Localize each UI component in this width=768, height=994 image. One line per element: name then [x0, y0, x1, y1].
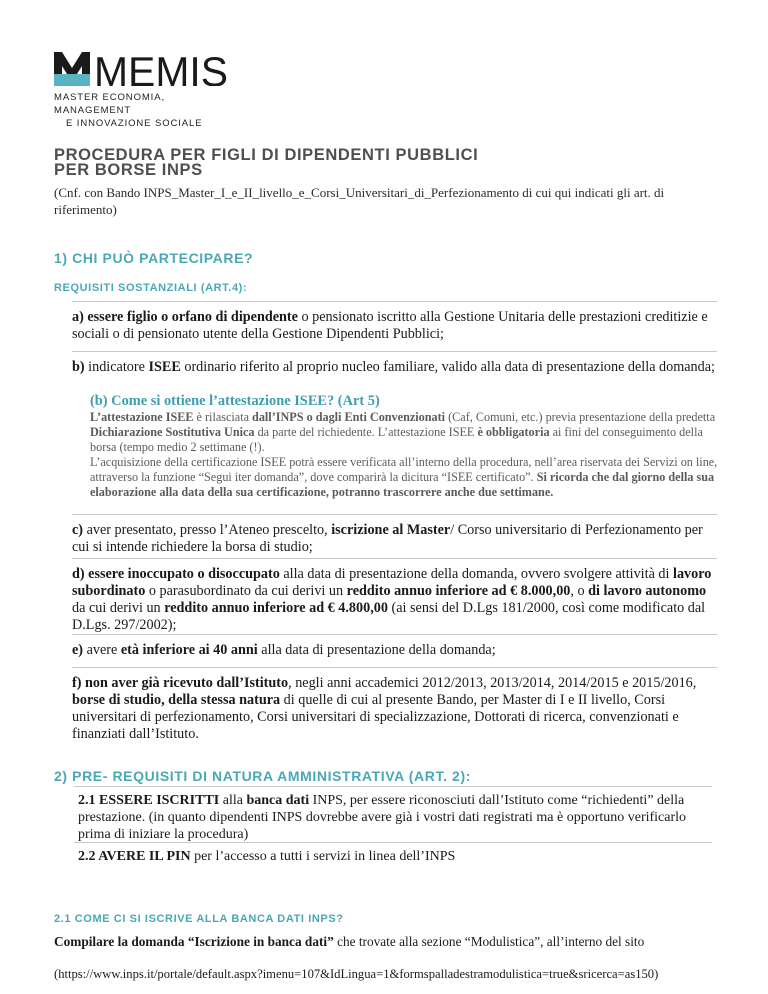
prereq-2-1-text: alla — [219, 793, 247, 808]
isee-span-3: da parte del richiedente. L’attestazione ISEE — [254, 425, 478, 439]
req-d-bold-2: lavoro subordinato — [72, 566, 712, 599]
req-d-text-2: o parasubordinato da cui derivi un — [145, 583, 347, 599]
requirement-a — [72, 309, 717, 343]
page-subtitle: (Cnf. con Bando INPS_Master_I_e_II_livello_e_Corsi_Universitari_di_Perfezionamento di cui qui indicati gli art. di riferimento) — [54, 185, 665, 217]
requirement-d — [72, 566, 717, 634]
req-f-bold-2: borse di studio, della stessa natura — [72, 692, 281, 708]
section-2-1-text — [54, 933, 744, 950]
req-a-text: o pensionato iscritto alla Gestione Unitaria delle prestazioni creditizie e sociali o di pensionato utente della Gestione Dipendenti Pubblici; — [72, 309, 708, 342]
isee-span-5: L’acquisizione della certificazione ISEE potrà essere verificata all’interno della procedura, nell’area riservata dei Servizi on line, attraverso la funzione “Segui iter domanda”, dove comparirà la dicitura “ISEE certificato”. — [90, 455, 718, 484]
logo-tagline-2: E INNOVAZIONE SOCIALE — [66, 118, 203, 129]
requirement-c — [72, 522, 717, 556]
requirement-e — [72, 642, 717, 659]
req-d-bold-3: reddito annuo inferiore ad € 8.000,00 — [346, 583, 571, 599]
page-title-line-1: PROCEDURA PER FIGLI DI DIPENDENTI PUBBLICI — [54, 146, 479, 164]
isee-text-2 — [90, 455, 720, 500]
section-2-1-bold: Compilare la domanda “Iscrizione in banca dati” — [54, 934, 334, 949]
req-a-bold: a) essere figlio o orfano di dipendente — [72, 309, 298, 325]
divider — [72, 634, 717, 635]
req-d-text-1: alla data di presentazione della domanda, ovvero svolgere attività di — [279, 566, 673, 582]
page-title-line-2: PER BORSE INPS — [54, 161, 203, 179]
isee-bold-4: è obbligatoria — [477, 425, 550, 439]
req-f-text-2: di quelle di cui al presente Bando, per Master di I e II livello, Corsi universitari di perfezionamento, Corsi universitari di specializzazione, Dottorati di ricerca, convenzionati e finanziati dall’Istituto. — [72, 692, 679, 742]
memis-logo-wordmark — [54, 52, 230, 86]
prereq-2-1 — [78, 792, 708, 843]
divider — [74, 842, 712, 843]
section-2-1-heading: 2.1 COME CI SI ISCRIVE ALLA BANCA DATI INPS? — [54, 913, 344, 925]
req-e-label: e) — [72, 642, 84, 658]
section-1-subheading: REQUISITI SOSTANZIALI (ART.4): — [54, 282, 248, 294]
isee-bold-2: dall’INPS o dagli Enti Convenzionati — [252, 410, 446, 424]
req-f-bold-1: f) non aver già ricevuto dall’Istituto — [72, 675, 289, 691]
prereq-2-1-text-2: INPS, per essere riconosciuti dall’Istituto come “richiedenti” della prestazione. (in quanto dipendenti INPS dovrebbe avere già i vostri dati registrati ma è opportuno verificarlo prima di iniziare la procedura) — [78, 793, 687, 842]
isee-bold-5: Si ricorda che dal giorno della sua elaborazione alla data della sua certificazione, potranno trascorrere anche due settimane. — [90, 470, 715, 499]
req-d-bold-5: reddito annuo inferiore ad € 4.800,00 — [164, 600, 388, 616]
page-title — [54, 148, 478, 178]
logo-text: MEMIS — [94, 52, 228, 86]
req-d-text-3: , o — [570, 583, 589, 599]
inps-url-link[interactable]: (https://www.inps.it/portale/default.aspx?imenu=107&IdLingua=1&formspalladestramodulistica=true&sricerca=as150) — [54, 967, 659, 981]
prereq-2-2-bold: 2.2 AVERE IL PIN — [78, 849, 191, 864]
req-e-text: avere — [83, 642, 121, 658]
section-2-1-span: che trovate alla sezione “Modulistica”, all’interno del sito — [333, 934, 645, 949]
req-f-text-1: , negli anni accademici 2012/2013, 2013/2014, 2014/2015 e 2015/2016, — [288, 675, 697, 691]
isee-bold-1: L’attestazione ISEE — [90, 410, 194, 424]
divider — [74, 786, 712, 787]
divider — [72, 301, 717, 302]
prereq-2-1-bold-2: banca dati — [246, 793, 310, 808]
req-c-text-2: / Corso universitario di Perfezionamento per cui si intende richiedere la borsa di studio; — [72, 522, 703, 555]
prereq-2-1-bold: 2.1 ESSERE ISCRITTI — [78, 793, 220, 808]
section-1-heading: 1) CHI PUÒ PARTECIPARE? — [54, 250, 254, 266]
req-b-text-2: ordinario riferito al proprio nucleo familiare, valido alla data di presentazione della domanda; — [180, 359, 715, 375]
req-d-bold-4: di lavoro autonomo — [588, 583, 707, 599]
divider — [72, 351, 717, 352]
requirement-b — [72, 359, 717, 376]
isee-span-1: è rilasciata — [193, 410, 253, 424]
prereq-2-2 — [78, 848, 708, 865]
req-b-isee: ISEE — [148, 359, 181, 375]
req-d-bold-1: d) essere inoccupato o disoccupato — [72, 566, 280, 582]
isee-text-1 — [90, 410, 720, 455]
logo-tagline-1: MASTER ECONOMIA, MANAGEMENT — [54, 92, 165, 116]
prereq-2-2-text: per l’accesso a tutti i servizi in linea dell’INPS — [190, 849, 456, 864]
divider — [72, 558, 717, 559]
req-e-text-2: alla data di presentazione della domanda; — [257, 642, 496, 658]
isee-span-4: ai fini del conseguimento della borsa (tempo medio 2 settimane (!). — [90, 425, 703, 454]
req-d-text-5: (ai sensi del D.Lgs 181/2000, così come modificato dal D.Lgs. 297/2002); — [72, 600, 706, 633]
req-d-text-4: da cui derivi un — [72, 600, 165, 616]
isee-bold-3: Dichiarazione Sostitutiva Unica — [90, 425, 255, 439]
req-c-label: c) — [72, 522, 84, 538]
req-e-bold: età inferiore ai 40 anni — [120, 642, 258, 658]
section-2-heading: 2) PRE- REQUISITI DI NATURA AMMINISTRATIVA (ART. 2): — [54, 768, 471, 784]
isee-box — [90, 393, 720, 500]
req-b-label: b) — [72, 359, 85, 375]
divider — [72, 514, 717, 515]
req-c-bold: iscrizione al Master — [331, 522, 451, 538]
req-c-text: aver presentato, presso l’Ateneo prescelto, — [83, 522, 332, 538]
req-b-text: indicatore — [84, 359, 149, 375]
requirement-f — [72, 675, 717, 743]
isee-span-2: (Caf, Comuni, etc.) previa presentazione della predetta — [445, 410, 716, 424]
divider — [72, 667, 717, 668]
memis-logo — [54, 52, 234, 130]
isee-question: (b) Come si ottiene l’attestazione ISEE? (Art 5) — [90, 393, 380, 409]
